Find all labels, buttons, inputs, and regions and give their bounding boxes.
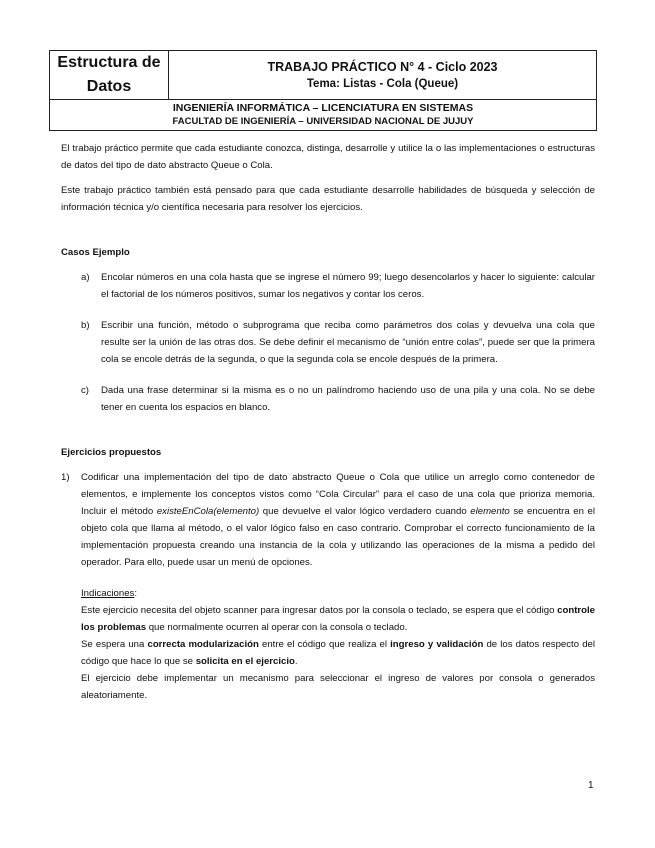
exercises-title: Ejercicios propuestos [61, 447, 162, 458]
subject-cell [50, 51, 169, 100]
page-number: 1 [588, 780, 594, 791]
example-marker: a) [81, 272, 90, 283]
title-cell [169, 51, 597, 100]
intro-paragraph-1: El trabajo práctico permite que cada estudiante conozca, distinga, desarrolle y utilice la o las implementaciones o estructuras de datos del tipo de dato abstracto Queue o Cola. [61, 143, 595, 171]
examples-title: Casos Ejemplo [61, 247, 130, 258]
career-name: INGENIERÍA INFORMÁTICA – LICENCIATURA EN SISTEMAS [172, 102, 474, 114]
indications-label: Indicaciones [81, 588, 135, 599]
example-item [61, 269, 595, 303]
indication-text: . [294, 656, 298, 667]
faculty-name: FACULTAD DE INGENIERÍA – UNIVERSIDAD NACIONAL DE JUJUY [172, 116, 474, 127]
document-header [49, 50, 597, 131]
example-marker: b) [81, 320, 90, 331]
example-text: Escribir una función, método o subprograma que reciba como parámetros dos colas y devuelva una cola que resulte ser la unión de las otras dos. Se debe definir el mecanismo de “unión entre colas”, puede ser que la primera cola se encole detrás de la segunda, o que la segunda cola se encole después de la primera. [101, 320, 595, 365]
exercise-text: se encuentra en el objeto cola que llama al método, o el valor lógico falso en caso contrario. Comprobar el correcto funcionamiento de la implementación propuesta creando una instancia de la cola y utilizando las operaciones de la misma a pedido del operador. Para ello, puede usar un menú de opciones. [81, 506, 595, 568]
career-cell [50, 100, 597, 131]
indication-text: Se espera una [81, 639, 148, 650]
document-body [61, 140, 595, 704]
indication-text: que normalmente ocurren al operar con la consola o teclado. [146, 622, 408, 633]
subject-line1: Estructura de [57, 54, 161, 71]
exercise-item [61, 469, 595, 571]
tp-title: TRABAJO PRÁCTICO N° 4 - Ciclo 2023 [267, 59, 498, 74]
example-item [61, 382, 595, 416]
subject-line2: Datos [86, 78, 132, 95]
example-text: Dada una frase determinar si la misma es o no un palíndromo haciendo uso de una pila y una cola. No se debe tener en cuenta los espacios en blanco. [101, 385, 595, 413]
indications-block [61, 585, 595, 704]
tp-topic: Tema: Listas - Cola (Queue) [306, 77, 459, 90]
indications-heading [81, 585, 595, 602]
exercise-marker: 1) [61, 472, 70, 483]
method-name: existeEnCola(elemento) [156, 506, 260, 517]
indication-paragraph [81, 602, 595, 636]
exercise-text: que devuelve el valor lógico verdadero cuando [259, 506, 471, 517]
indication-text: entre el código que realiza el [258, 639, 391, 650]
indication-paragraph [81, 636, 595, 670]
indication-text: de los datos respecto del código que hace lo que se [81, 639, 595, 667]
param-name: elemento [470, 506, 510, 517]
example-marker: c) [81, 385, 89, 396]
intro-paragraph-2: Este trabajo práctico también está pensado para que cada estudiante desarrolle habilidades de búsqueda y selección de información técnica y/o científica necesaria para resolver los ejercicios. [61, 185, 595, 213]
example-item [61, 317, 595, 368]
indication-emphasis: ingreso y validación [390, 639, 484, 650]
indication-text: Este ejercicio necesita del objeto scanner para ingresar datos por la consola o teclado, se espera que el código [81, 605, 558, 616]
indication-emphasis: solicita en el ejercicio [195, 656, 295, 667]
indications-colon: : [134, 588, 138, 599]
indication-emphasis: controle los problemas [81, 605, 595, 633]
example-text: Encolar números en una cola hasta que se ingrese el número 99; luego desencolarlos y hacer lo siguiente: calcular el factorial de los números positivos, sumar los negativos y contar los ceros. [101, 272, 595, 300]
indication-emphasis: correcta modularización [147, 639, 259, 650]
exercise-text: Codificar una implementación del tipo de dato abstracto Queue o Cola que utilice un arreglo como contenedor de elementos, e implemente los conceptos vistos como “Cola Circular” para el caso de una cola que prioriza memoria. Incluir el método [81, 472, 595, 517]
indication-paragraph: El ejercicio debe implementar un mecanismo para seleccionar el ingreso de valores por consola o generados aleatoriamente. [81, 673, 595, 701]
